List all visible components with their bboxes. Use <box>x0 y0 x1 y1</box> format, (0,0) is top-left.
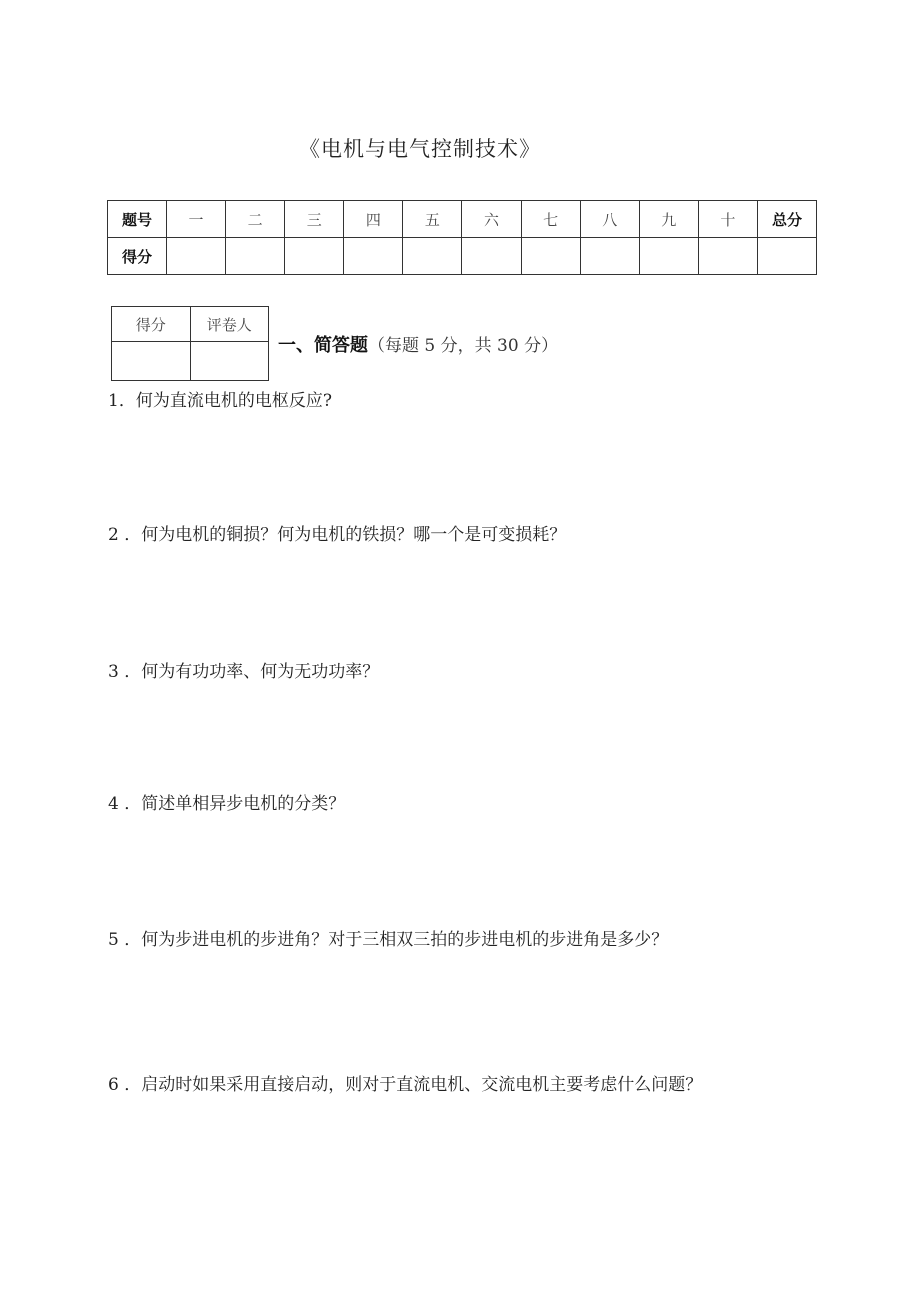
score-cell-total[interactable] <box>758 238 817 275</box>
question-6: 6 ．启动时如果采用直接启动，则对于直流电机、交流电机主要考虑什么问题？ <box>108 1075 703 1095</box>
grader-box-header-row <box>112 307 269 342</box>
score-row-label: 得分 <box>108 238 167 275</box>
score-table <box>107 200 817 275</box>
score-cell-8[interactable] <box>580 238 639 275</box>
score-cell-3[interactable] <box>285 238 344 275</box>
grader-box-input-row <box>112 342 269 381</box>
header-cell-3: 三 <box>285 201 344 238</box>
score-cell-4[interactable] <box>344 238 403 275</box>
score-cell-1[interactable] <box>167 238 226 275</box>
header-cell-8: 八 <box>580 201 639 238</box>
score-cell-9[interactable] <box>639 238 698 275</box>
score-cell-7[interactable] <box>521 238 580 275</box>
section-heading <box>278 331 558 357</box>
header-cell-10: 十 <box>698 201 757 238</box>
exam-title: 《电机与电气控制技术》 <box>299 137 541 161</box>
question-4: 4 ．简述单相异步电机的分类？ <box>108 794 346 814</box>
question-5: 5 ．何为步进电机的步进角？对于三相双三拍的步进电机的步进角是多少？ <box>108 930 669 950</box>
question-3: 3 ．何为有功功率、何为无功功率？ <box>108 662 380 682</box>
score-table-score-row <box>108 238 817 275</box>
header-cell-question-number: 题号 <box>108 201 167 238</box>
score-cell-2[interactable] <box>226 238 285 275</box>
header-cell-2: 二 <box>226 201 285 238</box>
section-title: 一、简答题 <box>278 335 368 356</box>
grader-score-label: 得分 <box>112 307 191 342</box>
header-cell-7: 七 <box>521 201 580 238</box>
header-cell-total: 总分 <box>758 201 817 238</box>
question-1: 1．何为直流电机的电枢反应? <box>108 391 332 411</box>
score-cell-5[interactable] <box>403 238 462 275</box>
header-cell-5: 五 <box>403 201 462 238</box>
grader-score-cell[interactable] <box>112 342 191 381</box>
score-cell-6[interactable] <box>462 238 521 275</box>
section-scoring-note: （每题 5 分，共 30 分） <box>368 336 559 356</box>
score-cell-10[interactable] <box>698 238 757 275</box>
header-cell-6: 六 <box>462 201 521 238</box>
header-cell-1: 一 <box>167 201 226 238</box>
grader-name-cell[interactable] <box>190 342 269 381</box>
grader-box <box>111 306 269 381</box>
grader-name-label: 评卷人 <box>190 307 269 342</box>
question-2: 2 ．何为电机的铜损？何为电机的铁损？哪一个是可变损耗？ <box>108 525 567 545</box>
score-table-header-row <box>108 201 817 238</box>
header-cell-4: 四 <box>344 201 403 238</box>
header-cell-9: 九 <box>639 201 698 238</box>
